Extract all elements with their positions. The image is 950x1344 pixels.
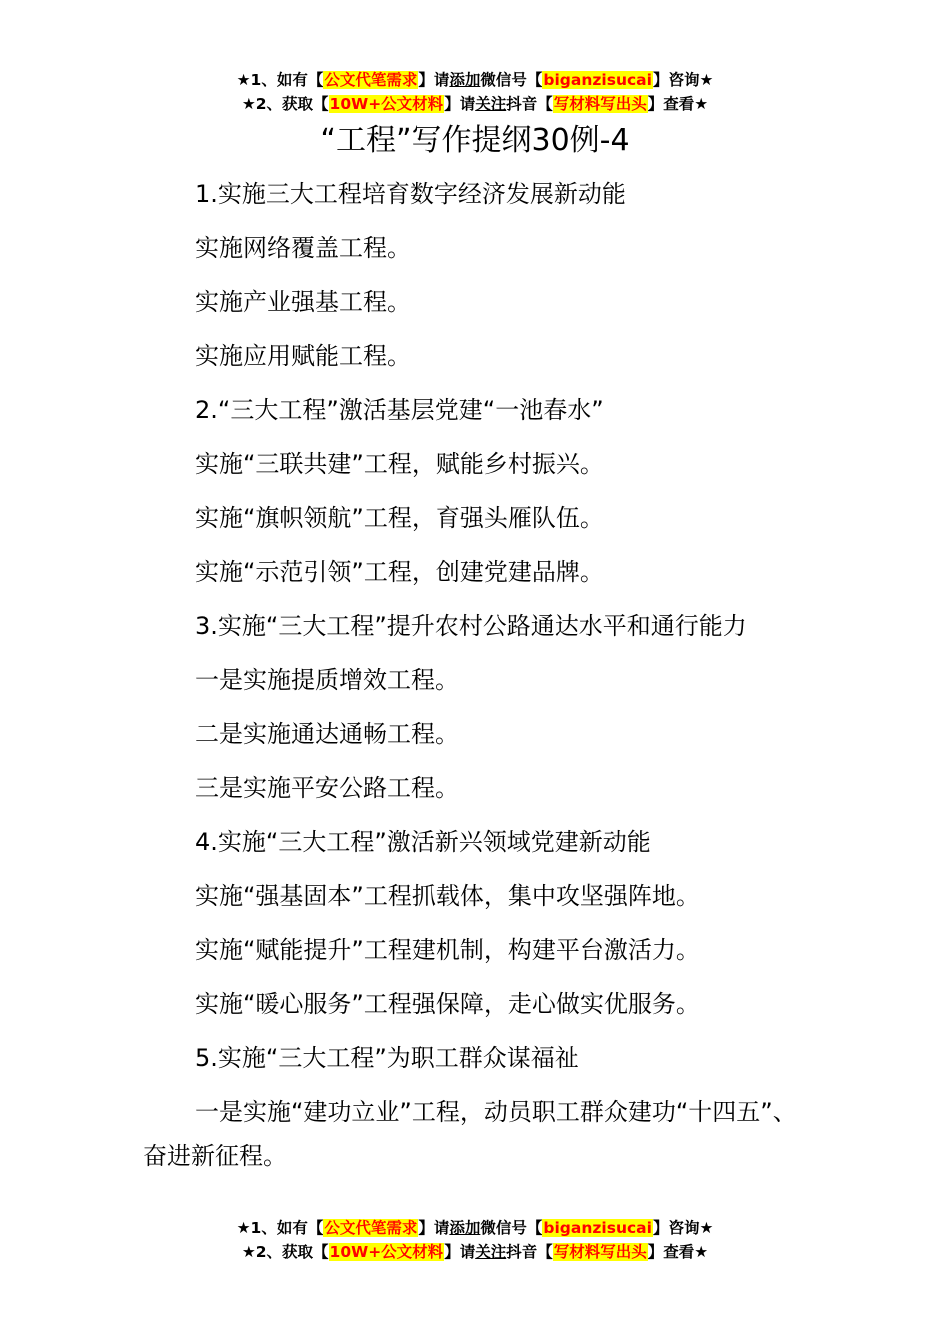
paragraph: 实施“暖心服务”工程强保障，走心做实优服务。 xyxy=(195,990,700,1018)
heading-3: 3.实施“三大工程”提升农村公路通达水平和通行能力 xyxy=(195,612,747,640)
heading-4: 4.实施“三大工程”激活新兴领域党建新动能 xyxy=(195,828,651,856)
paragraph: 实施“强基固本”工程抓载体，集中攻坚强阵地。 xyxy=(195,882,700,910)
wechat-id: biganzisucai xyxy=(543,71,652,89)
promo-banner-top xyxy=(0,68,950,116)
promo-line-1: ★1、如有【公文代笔需求】请添加微信号【biganzisucai】咨询★ xyxy=(236,1219,714,1237)
douyin-account: 写材料写出头 xyxy=(553,1243,647,1261)
paragraph: 实施应用赋能工程。 xyxy=(195,342,411,370)
highlight-text: 10W+公文材料 xyxy=(329,1243,444,1261)
highlight-text: 10W+公文材料 xyxy=(329,95,444,113)
promo-line-2: ★2、获取【10W+公文材料】请关注抖音【写材料写出头】查看★ xyxy=(241,95,709,113)
wechat-id: biganzisucai xyxy=(543,1219,652,1237)
heading-5: 5.实施“三大工程”为职工群众谋福祉 xyxy=(195,1044,579,1072)
paragraph: 二是实施通达通畅工程。 xyxy=(195,720,459,748)
highlight-text: 公文代笔需求 xyxy=(324,71,418,89)
highlight-text: 公文代笔需求 xyxy=(324,1219,418,1237)
paragraph: 实施产业强基工程。 xyxy=(195,288,411,316)
paragraph: 实施“示范引领”工程，创建党建品牌。 xyxy=(195,558,604,586)
heading-2: 2.“三大工程”激活基层党建“一池春水” xyxy=(195,396,604,424)
promo-banner-bottom xyxy=(0,1216,950,1264)
paragraph: 实施网络覆盖工程。 xyxy=(195,234,411,262)
paragraph: 三是实施平安公路工程。 xyxy=(195,774,459,802)
heading-1: 1.实施三大工程培育数字经济发展新动能 xyxy=(195,180,626,208)
paragraph: 实施“旗帜领航”工程，育强头雁队伍。 xyxy=(195,504,604,532)
page-title: “工程”写作提纲30例-4 xyxy=(320,123,630,158)
promo-line-2: ★2、获取【10W+公文材料】请关注抖音【写材料写出头】查看★ xyxy=(241,1243,709,1261)
document-body xyxy=(143,176,811,1178)
paragraph: 一是实施提质增效工程。 xyxy=(195,666,459,694)
paragraph: 一是实施“建功立业”工程，动员职工群众建功“十四五”、奋进新征程。 xyxy=(143,1098,797,1170)
douyin-account: 写材料写出头 xyxy=(553,95,647,113)
promo-line-1: ★1、如有【公文代笔需求】请添加微信号【biganzisucai】咨询★ xyxy=(236,71,714,89)
paragraph: 实施“三联共建”工程，赋能乡村振兴。 xyxy=(195,450,604,478)
paragraph: 实施“赋能提升”工程建机制，构建平台激活力。 xyxy=(195,936,700,964)
